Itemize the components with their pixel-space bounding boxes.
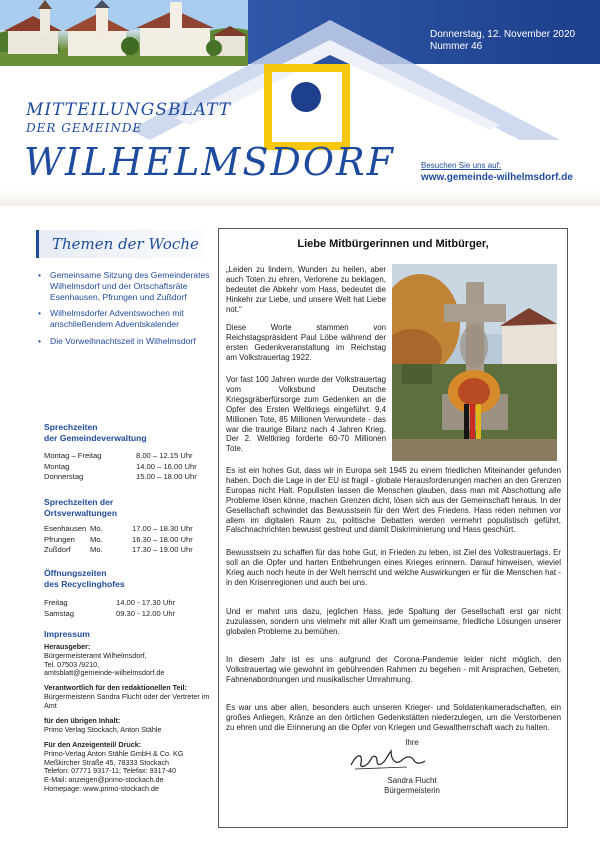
impressum-homepage[interactable]: Homepage: www.primo-stockach.de <box>44 783 160 793</box>
hours-day: Montag – Freitag <box>44 451 102 460</box>
hours-time: 8.00 – 12.15 Uhr <box>136 451 193 460</box>
hours-day: Donnerstag <box>44 472 84 481</box>
letter-paragraph: Und er mahnt uns dazu, jeglichen Hass, jede Spaltung der Gesellschaft erst gar nicht zuzulassen, sondern uns vielmehr mit aller Kraft um gemeinsame, friedliche Lösungen unserer globalen Probleme zu bemühen. <box>226 607 561 636</box>
topic-item[interactable]: • Die Vorweihnachtszeit in Wilhelmsdorf <box>50 336 210 347</box>
website-label: Besuchen Sie uns auf: <box>421 161 502 170</box>
hours-row <box>44 609 175 620</box>
heading-line: Öffnungszeiten <box>44 568 107 578</box>
letter-box <box>218 228 568 828</box>
hours-row <box>44 545 193 556</box>
hours-place: Pfrungen <box>44 534 75 544</box>
topic-item[interactable]: • Wilhelmsdorfer Adventswochen mit anschließendem Adventskalender <box>50 308 210 330</box>
hours-time: 16.30 – 18.00 Uhr <box>132 534 193 544</box>
signature-block <box>219 776 567 796</box>
letter-paragraph: Vor fast 100 Jahren wurde der Volkstrauertag vom Volksbund Deutsche Kriegsgräberfürsorge zum Gedenken an die Opfer des Ersten Weltkriegs eingeführt. 9,4 Millionen Tote, 85 Millionen Verwundete - das war die traurige Bilanz nach 4 Jahren Krieg. Der 2. Weltkrieg forderte 60-70 Millionen Tote. <box>226 375 386 454</box>
topic-item[interactable]: • Gemeinsame Sitzung des Gemeinderates Wilhelmsdorf und der Ortschaftsräte Esenhausen, Pfrungen und Zußdorf <box>50 270 210 302</box>
sprechzeiten-ov-heading <box>44 497 117 519</box>
title-line-1: MITTEILUNGSBLATT <box>26 100 232 120</box>
impressum-line: Telefon: 07771 9317-11; Telefax: 9317-40 <box>44 766 177 776</box>
letter-paragraph: Bewusstsein zu schaffen für das hohe Gut, in Frieden zu leben, ist Ziel des Volkstrauertags. Er soll an die Opfer und harten Entbehrungen eines Krieges erinnern. Darauf hinweisen, wieviel Krieg auch noch heute in der Welt herrscht und welche Auswirkungen er für die Menschen hat - in den Krisenregionen und auch bei uns. <box>226 548 561 587</box>
hours-time: 14.00 – 16.00 Uhr <box>136 461 197 471</box>
signer-name: Sandra Flucht <box>387 776 437 785</box>
impressum-email[interactable]: amtsblatt@gemeinde-wilhelmsdorf.de <box>44 668 165 678</box>
letter-paragraph: In diesem Jahr ist es uns aufgrund der Corona-Pandemie leider nicht möglich, den Volkstrauertag wie gewohnt im gebührenden Rahmen zu begehen - mit Ansprachen, Gebeten, Fahnenabordnungen und musikalischer Umrahmung. <box>226 655 561 684</box>
hours-place: Esenhausen <box>44 524 87 533</box>
letter-paragraph: „Leiden zu lindern, Wunden zu heilen, aber auch Toten zu ehren, Verlorene zu beklagen, bedeutet die Abkehr vom Hass, bedeutet die Hinkehr zur Liebe, und unsere Welt hat Liebe not.“ <box>226 265 386 314</box>
masthead <box>0 0 600 205</box>
issue-date: Donnerstag, 12. November 2020 <box>430 29 576 40</box>
hours-day: Montag <box>44 461 70 471</box>
hours-day: Mo. <box>90 534 103 544</box>
hours-row <box>44 472 197 483</box>
impressum-line: Primo-Verlag Anton Stähle GmbH & Co. KG <box>44 748 184 758</box>
impressum-line: Bürgermeisterin Sandra Flucht oder der Vertreter im Amt <box>44 691 210 710</box>
sprechzeiten-gv-table <box>44 451 197 483</box>
letter-paragraph: Es ist ein hohes Gut, dass wir in Europa seit 1945 zu einem friedlichen Miteinander gefunden haben. Doch die Lage in der EU ist fragil - globale Herausforderungen machen an den Grenzen Europas nicht Halt. Populisten lassen die Menschen glauben, dass man mit Abschottung alle Probleme lösen könne, machen Grenzen dicht, lösen sich aus der Gemeinschaft heraus. In der Gesellschaft schwindet das Bewusstsein für den Wert des Friedens. Hass reden nehmen vor allem im digitalen Raum zu, politische Debatten werden vermehrt populistisch geführt, Falschnachrichten bewusst gestreut und damit Diskriminierung und Hass geschürt. <box>226 466 561 535</box>
hours-time: 17.00 – 18.30 Uhr <box>132 524 193 533</box>
hours-day: Mo. <box>90 545 103 554</box>
impressum-label: für den übrigen Inhalt: <box>44 716 121 725</box>
hours-row <box>44 451 197 462</box>
impressum-editorial <box>44 684 214 710</box>
impressum-label: Für den Anzeigenteil/ Druck: <box>44 740 142 749</box>
impressum-label: Verantwortlich für den redaktionellen Teil: <box>44 683 187 692</box>
sprechzeiten-ov-table <box>44 524 193 556</box>
title-line-2: DER GEMEINDE <box>26 121 143 135</box>
impressum-content <box>44 717 214 735</box>
sprechzeiten-gv-heading <box>44 422 147 444</box>
hours-time: 09.30 - 12.00 Uhr <box>116 608 176 618</box>
heading-line: Sprechzeiten der <box>44 497 114 507</box>
topic-list <box>50 270 210 353</box>
themen-heading-box <box>36 230 204 258</box>
themen-heading: Themen der Woche <box>52 235 199 253</box>
website-link[interactable]: www.gemeinde-wilhelmsdorf.de <box>421 172 573 183</box>
impressum-print <box>44 741 214 794</box>
hours-time: 15.00 – 18.00 Uhr <box>136 472 197 481</box>
memorial-cross-photo <box>392 264 557 461</box>
impressum-line: Meßkircher Straße 45, 78333 Stockach <box>44 757 170 767</box>
heading-line: Sprechzeiten <box>44 422 98 432</box>
letter-closing: Ihre <box>405 738 419 747</box>
hours-row <box>44 535 193 546</box>
letter-salutation: Liebe Mitbürgerinnen und Mitbürger, <box>297 238 489 250</box>
hours-day: Samstag <box>44 608 74 618</box>
hours-row <box>44 462 197 473</box>
hours-day: Mo. <box>90 524 103 533</box>
heading-line: der Gemeindeverwaltung <box>44 433 147 443</box>
impressum-line: Primo Verlag Stockach, Anton Stähle <box>44 724 162 734</box>
hours-row <box>44 598 175 609</box>
issue-number: Nummer 46 <box>430 41 483 52</box>
handwritten-signature <box>347 747 427 773</box>
impressum-line: Bürgermeisteramt Wilhelmsdorf, <box>44 650 147 660</box>
recycling-table <box>44 598 175 619</box>
heading-line: des Recyclinghofes <box>44 579 125 589</box>
title-main: WILHELMSDORF <box>24 140 395 184</box>
impressum-label: Herausgeber: <box>44 642 91 651</box>
hours-place: Zußdorf <box>44 545 71 554</box>
recycling-heading <box>44 568 125 590</box>
impressum-email[interactable]: E-Mail: anzeigen@primo-stockach.de <box>44 775 164 785</box>
hours-row <box>44 524 193 535</box>
signer-role: Bürgermeisterin <box>384 786 440 795</box>
header-divider <box>0 190 600 206</box>
hours-time: 14.00 - 17.30 Uhr <box>116 598 176 607</box>
heading-line: Ortsverwaltungen <box>44 508 118 518</box>
hours-day: Freitag <box>44 598 68 607</box>
letter-paragraph: Diese Worte stammen von Reichstagspräsident Paul Löbe während der ersten Gedenkveranstaltung im Reichstag am Volkstrauertag 1922. <box>226 323 386 362</box>
impressum-heading: Impressum <box>44 629 90 639</box>
impressum-line: Tel. 07503 /9210, <box>44 659 100 669</box>
impressum-publisher <box>44 643 214 678</box>
issue-date-info <box>430 29 575 53</box>
hours-time: 17.30 – 19.00 Uhr <box>132 545 193 554</box>
letter-paragraph: Es war uns aber allen, besonders auch unseren Krieger- und Soldatenkameradschaften, ein großes Anliegen, Kränze an den örtlichen Gedenkstätten niederzulegen, um die Verstorbenen zu ehren und die Erinnerung an die Opfer von Kriegen und Gewaltherrschaft wach zu halten. <box>226 703 561 732</box>
